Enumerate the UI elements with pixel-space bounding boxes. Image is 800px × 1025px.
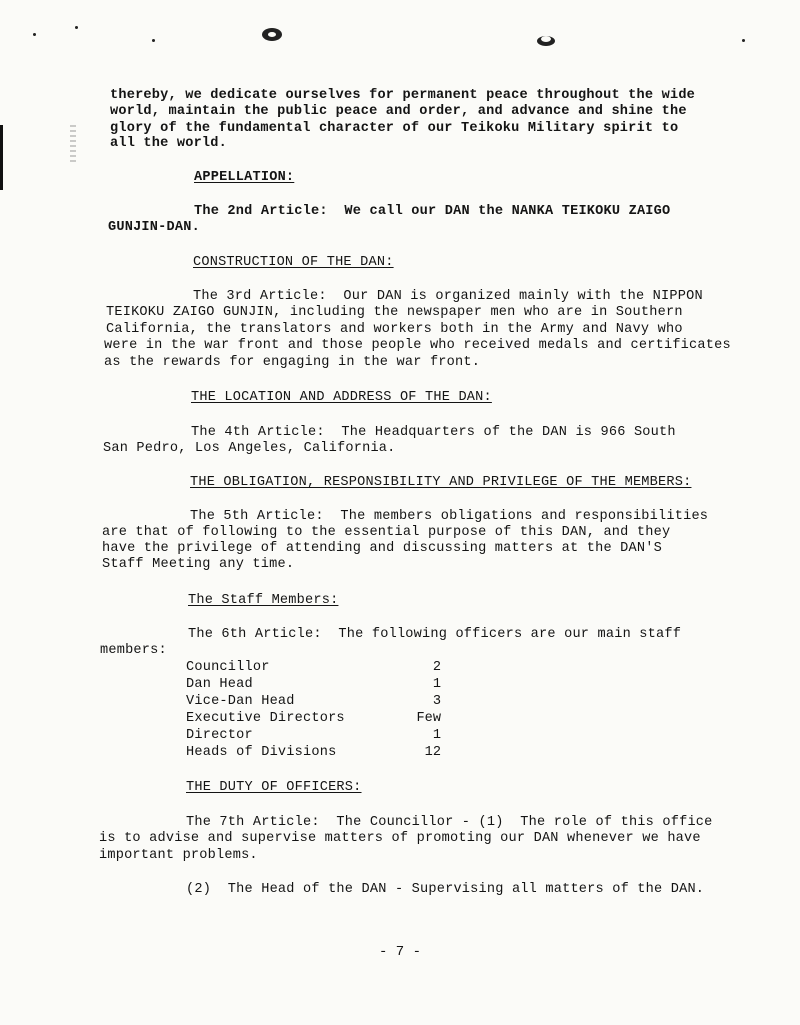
construction-heading: CONSTRUCTION OF THE DAN:: [193, 255, 394, 270]
punch-hole-inner: [268, 32, 276, 37]
officer-title: Heads of Divisions: [186, 745, 337, 760]
article3-line-2: TEIKOKU ZAIGO GUNJIN, including the newspaper men who are in Southern: [106, 305, 683, 320]
article6-line-1: The 6th Article: The following officers are our main staff: [188, 627, 682, 642]
item2-line: (2) The Head of the DAN - Supervising all matters of the DAN.: [186, 882, 705, 897]
intro-line-2: world, maintain the public peace and order, and advance and shine the: [110, 104, 687, 119]
speck: [742, 39, 745, 42]
article3-line-3: California, the translators and workers both in the Army and Navy who: [106, 322, 683, 337]
officer-title: Councillor: [186, 660, 270, 675]
article5-line-3: have the privilege of attending and discussing matters at the DAN'S: [102, 541, 662, 556]
officer-title: Executive Directors: [186, 711, 345, 726]
officer-count: 12: [424, 745, 441, 760]
punch-hole-inner-2: [541, 36, 551, 42]
article5-line-4: Staff Meeting any time.: [102, 557, 295, 572]
article2-line-1: The 2nd Article: We call our DAN the NANKA TEIKOKU ZAIGO: [194, 204, 671, 219]
duty-heading: THE DUTY OF OFFICERS:: [186, 780, 362, 795]
article4-line-2: San Pedro, Los Angeles, California.: [103, 441, 396, 456]
speck: [75, 26, 78, 29]
speck: [33, 33, 36, 36]
article3-line-4: were in the war front and those people who received medals and certificates: [104, 338, 731, 353]
article6-line-2: members:: [100, 643, 167, 658]
officer-title: Director: [186, 728, 253, 743]
article5-line-1: The 5th Article: The members obligations and responsibilities: [190, 509, 709, 524]
scan-smudge: [70, 125, 76, 165]
page-number: - 7 -: [378, 944, 421, 960]
article7-line-2: is to advise and supervise matters of promoting our DAN whenever we have: [99, 831, 701, 846]
location-heading: THE LOCATION AND ADDRESS OF THE DAN:: [191, 390, 492, 405]
officer-count: Few: [416, 711, 441, 726]
officer-count: 1: [432, 677, 441, 692]
article7-line-3: important problems.: [99, 848, 258, 863]
officer-count: 2: [432, 660, 441, 675]
intro-line-4: all the world.: [110, 136, 228, 151]
speck: [152, 39, 155, 42]
article7-line-1: The 7th Article: The Councillor - (1) The role of this office: [186, 815, 713, 830]
staff-heading: The Staff Members:: [188, 593, 339, 608]
appellation-heading: APPELLATION:: [194, 170, 295, 185]
officer-title: Dan Head: [186, 677, 253, 692]
binder-edge: [0, 125, 3, 190]
obligation-heading: THE OBLIGATION, RESPONSIBILITY AND PRIVILEGE OF THE MEMBERS:: [190, 475, 692, 490]
officer-count: 3: [432, 694, 441, 709]
article2-line-2: GUNJIN-DAN.: [108, 220, 200, 235]
article4-line-1: The 4th Article: The Headquarters of the DAN is 966 South: [191, 425, 676, 440]
intro-line-3: glory of the fundamental character of our Teikoku Military spirit to: [110, 121, 679, 136]
intro-line-1: thereby, we dedicate ourselves for permanent peace throughout the wide: [110, 88, 696, 103]
article5-line-2: are that of following to the essential purpose of this DAN, and they: [102, 525, 671, 540]
officer-title: Vice-Dan Head: [186, 694, 295, 709]
article3-line-5: as the rewards for engaging in the war front.: [104, 355, 481, 370]
article3-line-1: The 3rd Article: Our DAN is organized mainly with the NIPPON: [193, 289, 703, 304]
officer-count: 1: [432, 728, 441, 743]
